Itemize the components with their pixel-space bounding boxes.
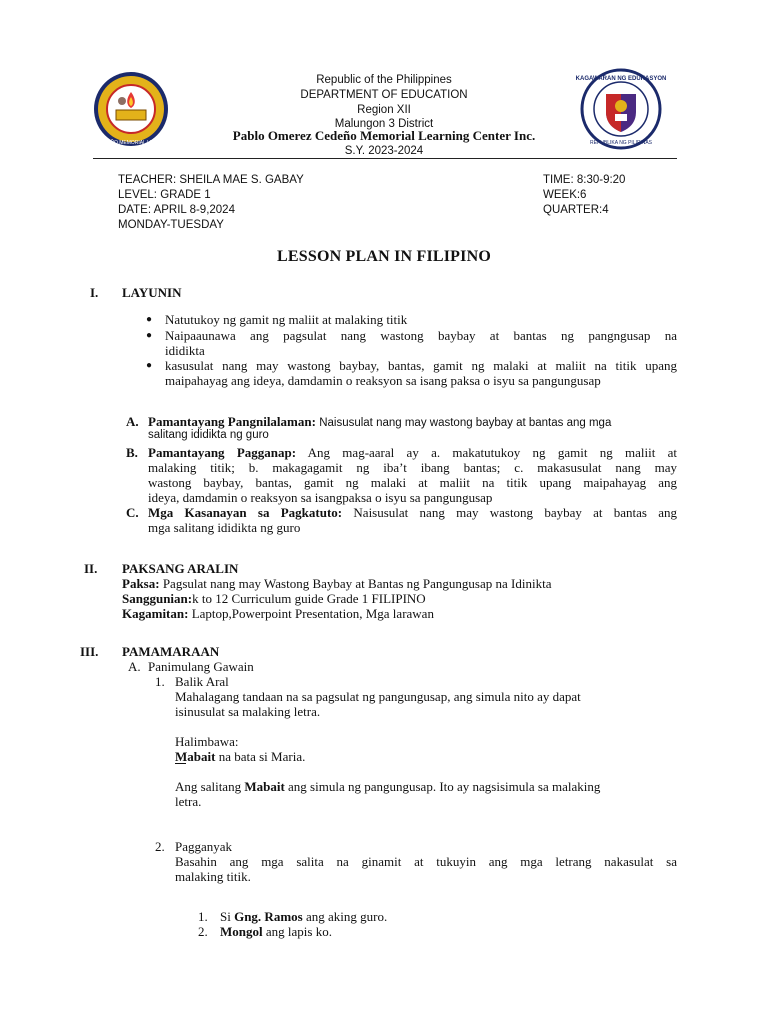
teacher-info [118, 173, 304, 233]
sanggunian-line [122, 591, 426, 606]
explanation-pre: Ang salitang [175, 779, 245, 794]
section-3-number: III. [80, 644, 99, 659]
list-item-1 [220, 909, 387, 924]
objective-2: Naipaaunawa ang pagsulat nang wastong baybay at bantas ng pangngusap na [165, 328, 677, 343]
step-1-number: 1. [155, 674, 165, 689]
example-sentence [175, 749, 305, 764]
level-line: LEVEL: GRADE 1 [118, 189, 211, 201]
item-c [148, 505, 677, 520]
item-c-label: Mga Kasanayan sa Pagkatuto: [148, 505, 343, 520]
item-b-label: Pamantayang Pagganap: [148, 445, 297, 460]
list-item-2-bold: Mongol [220, 924, 263, 939]
date-line: DATE: APRIL 8-9,2024 [118, 204, 235, 216]
section-2-number: II. [84, 561, 98, 576]
item-b-text-3: wastong baybay, bantas, gamit ng malaki at maliit na titik upang maipahayag ang [148, 475, 677, 490]
bullet-icon: ● [146, 360, 153, 371]
explanation-post: ang simula ng pangungusap. Ito ay nagsisimula sa malaking [284, 779, 601, 794]
objective-2-cont: ididikta [165, 343, 205, 358]
deped-seal-bottom-text: REPUBLIKA NG PILIPINAS [590, 140, 652, 146]
step-2-text-cont: malaking titik. [175, 869, 251, 884]
bullet-icon: ● [146, 330, 153, 341]
item-b-text: Ang mag-aaral ay a. makatutukoy ng gamit ng maliit at [307, 445, 677, 460]
schedule-info [543, 173, 625, 218]
region-line: Region XII [357, 104, 411, 116]
kagamitan-label: Kagamitan: [122, 606, 189, 621]
item-b-text-4: ideya, damdamin o reaksyon sa isangpaksa o isyu sa pangungusap [148, 490, 493, 505]
section-1-title: LAYUNIN [122, 285, 182, 300]
item-c-text-cont: mga salitang ididikta ng guro [148, 520, 301, 535]
list-item-2-post: ang lapis ko. [262, 924, 332, 939]
step-1-title: Balik Aral [175, 674, 229, 689]
school-year: S.Y. 2023-2024 [344, 145, 424, 157]
deped-seal-text: KAGAWARAN NG EDUKASYON [575, 76, 667, 82]
item-b-letter: B. [126, 445, 138, 460]
item-a-text-cont: salitang ididikta ng guro [148, 429, 269, 441]
bullet-icon: ● [146, 314, 153, 325]
list-item-2 [220, 924, 332, 939]
step-2-text: Basahin ang mga salita na ginamit at tukuyin ang mga letrang nakasulat sa [175, 854, 677, 869]
school-name: Pablo Omerez Cedeño Memorial Learning Center Inc. [232, 128, 536, 143]
item-a-label: Pamantayang Pangnilalaman: [148, 414, 316, 429]
subsection-a-title: Panimulang Gawain [148, 659, 254, 674]
subsection-a-letter: A. [128, 659, 141, 674]
paksa-line [122, 576, 551, 591]
time-line: TIME: 8:30-9:20 [543, 174, 626, 186]
department-line: DEPARTMENT OF EDUCATION [300, 89, 468, 101]
section-3-title: PAMAMARAAN [122, 644, 220, 659]
page-title: LESSON PLAN IN FILIPINO [277, 248, 491, 265]
list-item-1-post: ang aking guro. [302, 909, 388, 924]
objective-3-cont: maipahayag ang ideya, damdamin o reaksyon sa isang paksa o isyu sa pangungusap [165, 373, 601, 388]
week-line: WEEK:6 [543, 189, 587, 201]
section-2-title: PAKSANG ARALIN [122, 561, 239, 576]
explanation-line [175, 779, 600, 794]
step-1-text-cont: isinusulat sa malaking letra. [175, 704, 321, 719]
example-rest: na bata si Maria. [215, 749, 306, 764]
example-label: Halimbawa: [175, 734, 239, 749]
item-a-text: Naisusulat nang may wastong baybay at bantas ang mga [319, 417, 612, 429]
explanation-cont: letra. [175, 794, 202, 809]
sanggunian-value: k to 12 Curriculum guide Grade 1 FILIPINO [192, 591, 426, 606]
item-a-letter: A. [126, 414, 139, 429]
step-2-title: Pagganyak [175, 839, 233, 854]
item-b [148, 445, 677, 460]
list-item-1-pre: Si [220, 909, 235, 924]
header-divider [93, 158, 677, 159]
example-bold-word [175, 749, 215, 764]
paksa-label: Paksa: [122, 576, 160, 591]
example-word: Mabait [175, 749, 216, 764]
section-1-number: I. [90, 285, 99, 300]
republic-line: Republic of the Philippines [316, 74, 452, 86]
sanggunian-label: Sanggunian: [122, 591, 193, 606]
days-line: MONDAY-TUESDAY [118, 219, 224, 231]
list-item-1-bold: Gng. Ramos [234, 909, 303, 924]
objective-1: Natutukoy ng gamit ng maliit at malaking titik [165, 312, 408, 327]
school-logo-text: PABLO OMEREZ CEDEÑO MEMORIAL LEARNING CENTER INC. [55, 140, 207, 146]
district-line: Malungon 3 District [334, 118, 434, 130]
kagamitan-value: Laptop,Powerpoint Presentation, Mga larawan [188, 606, 434, 621]
list-item-2-number: 2. [198, 924, 208, 939]
item-c-text: Naisusulat nang may wastong baybay at bantas ang [353, 505, 678, 520]
item-c-letter: C. [126, 505, 139, 520]
kagamitan-line [122, 606, 434, 621]
teacher-line: TEACHER: SHEILA MAE S. GABAY [118, 174, 304, 186]
explanation-bold: Mabait [244, 779, 285, 794]
quarter-line: QUARTER:4 [543, 204, 609, 216]
list-item-1-number: 1. [198, 909, 208, 924]
step-1-text: Mahalagang tandaan na sa pagsulat ng pangungusap, ang simula nito ay dapat [175, 689, 581, 704]
paksa-value: Pagsulat nang may Wastong Baybay at Bantas ng Pangungusap na Idinikta [159, 576, 552, 591]
objective-3: kasusulat nang may wastong baybay, bantas, gamit ng malaki at maliit na titik upang [165, 358, 677, 373]
item-b-text-2: malaking titik; b. makagagamit ng iba’t ibang bantas; c. makasusulat nang may [148, 460, 677, 475]
step-2-number: 2. [155, 839, 165, 854]
